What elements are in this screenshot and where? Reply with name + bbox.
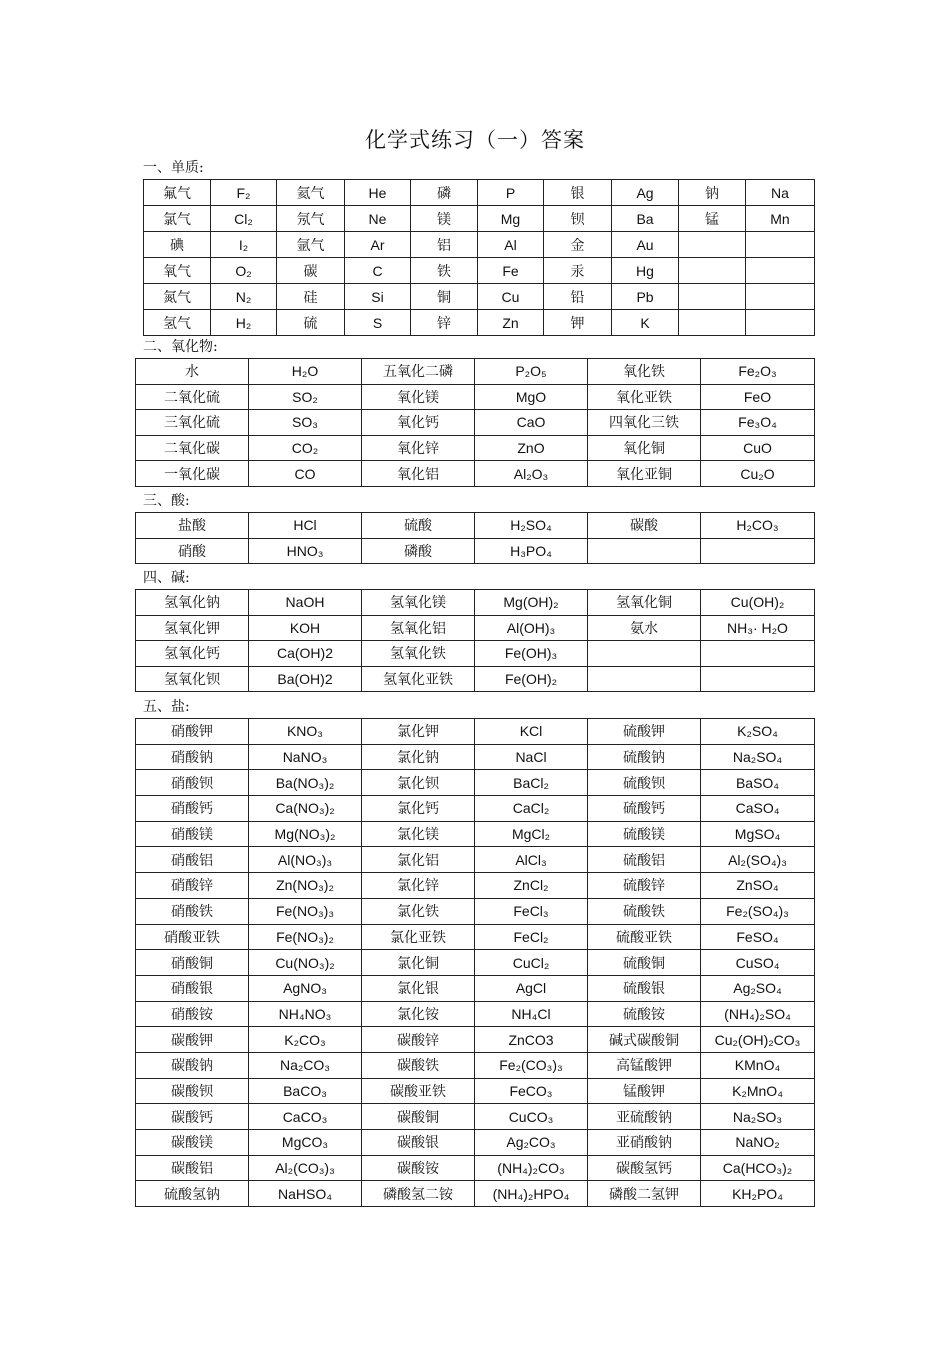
substance-name-cell: 氯化镁 bbox=[362, 821, 475, 847]
substance-name-cell: 硫酸铝 bbox=[588, 847, 701, 873]
substance-name-cell: 硫酸铵 bbox=[588, 1001, 701, 1027]
chemical-formula-cell: H₂SO₄ bbox=[475, 513, 588, 539]
table-row bbox=[136, 847, 815, 873]
substance-name-cell: 锰 bbox=[679, 206, 746, 232]
table-row bbox=[144, 232, 815, 258]
substance-name-cell: 碘 bbox=[144, 232, 211, 258]
substance-name-cell: 碳酸镁 bbox=[136, 1130, 249, 1156]
chemical-formula-cell: (NH₄)₂HPO₄ bbox=[475, 1181, 588, 1207]
bases-table bbox=[135, 589, 815, 692]
substance-name-cell: 氢氧化镁 bbox=[362, 590, 475, 616]
table-row bbox=[136, 873, 815, 899]
chemical-formula-cell: H₂O bbox=[249, 359, 362, 385]
chemical-formula-cell: Mg bbox=[478, 206, 544, 232]
chemical-formula-cell: K₂SO₄ bbox=[701, 719, 815, 745]
chemical-formula-cell: KMnO₄ bbox=[701, 1052, 815, 1078]
substance-name-cell: 硫酸钡 bbox=[588, 770, 701, 796]
chemical-formula-cell: BaSO₄ bbox=[701, 770, 815, 796]
section-heading-elements: 一、单质: bbox=[143, 160, 204, 176]
substance-name-cell: 氯化锌 bbox=[362, 873, 475, 899]
chemical-formula-cell: Al₂O₃ bbox=[475, 461, 588, 487]
substance-name-cell: 氧化钙 bbox=[362, 410, 475, 436]
chemical-formula-cell: ZnSO₄ bbox=[701, 873, 815, 899]
substance-name-cell: 硫酸钾 bbox=[588, 719, 701, 745]
chemical-formula-cell: KH₂PO₄ bbox=[701, 1181, 815, 1207]
chemical-formula-cell: NaNO₃ bbox=[249, 744, 362, 770]
substance-name-cell: 氯化钠 bbox=[362, 744, 475, 770]
chemical-formula-cell bbox=[746, 310, 815, 336]
substance-name-cell: 硝酸铁 bbox=[136, 898, 249, 924]
chemical-formula-cell: CaCO₃ bbox=[249, 1104, 362, 1130]
substance-name-cell: 钠 bbox=[679, 180, 746, 206]
chemical-formula-cell: Fe(NO₃)₂ bbox=[249, 924, 362, 950]
substance-name-cell: 铝 bbox=[411, 232, 478, 258]
table-row bbox=[136, 1027, 815, 1053]
chemical-formula-cell: NH₄NO₃ bbox=[249, 1001, 362, 1027]
substance-name-cell bbox=[588, 538, 701, 564]
substance-name-cell: 磷酸二氢钾 bbox=[588, 1181, 701, 1207]
substance-name-cell: 锌 bbox=[411, 310, 478, 336]
chemical-formula-cell: Si bbox=[345, 284, 411, 310]
substance-name-cell: 碳酸锌 bbox=[362, 1027, 475, 1053]
substance-name-cell: 氢氧化钠 bbox=[136, 590, 249, 616]
chemical-formula-cell: Fe(OH)₃ bbox=[475, 641, 588, 667]
substance-name-cell: 硫酸 bbox=[362, 513, 475, 539]
substance-name-cell: 硫酸氢钠 bbox=[136, 1181, 249, 1207]
substance-name-cell: 氯化铜 bbox=[362, 950, 475, 976]
chemical-formula-cell: Mn bbox=[746, 206, 815, 232]
chemical-formula-cell: CuO bbox=[701, 435, 815, 461]
page-title: 化学式练习（一）答案 bbox=[365, 128, 585, 152]
substance-name-cell: 硫酸钙 bbox=[588, 796, 701, 822]
chemical-formula-cell: Cu(OH)₂ bbox=[701, 590, 815, 616]
chemical-formula-cell: Cl₂ bbox=[211, 206, 277, 232]
chemical-formula-cell: CaO bbox=[475, 410, 588, 436]
chemical-formula-cell: SO₃ bbox=[249, 410, 362, 436]
substance-name-cell: 碳酸亚铁 bbox=[362, 1078, 475, 1104]
chemical-formula-cell: Pb bbox=[612, 284, 679, 310]
substance-name-cell: 碳酸 bbox=[588, 513, 701, 539]
substance-name-cell: 碳酸钠 bbox=[136, 1052, 249, 1078]
elements-table bbox=[143, 179, 815, 336]
chemical-formula-cell: ZnCO3 bbox=[475, 1027, 588, 1053]
chemical-formula-cell: K₂CO₃ bbox=[249, 1027, 362, 1053]
substance-name-cell: 亚硝酸钠 bbox=[588, 1130, 701, 1156]
chemical-formula-cell: KOH bbox=[249, 615, 362, 641]
chemical-formula-cell: Ca(OH)2 bbox=[249, 641, 362, 667]
chemical-formula-cell: N₂ bbox=[211, 284, 277, 310]
substance-name-cell: 铜 bbox=[411, 284, 478, 310]
substance-name-cell: 锰酸钾 bbox=[588, 1078, 701, 1104]
oxides-table bbox=[135, 358, 815, 487]
substance-name-cell: 钡 bbox=[544, 206, 612, 232]
substance-name-cell: 氧化铝 bbox=[362, 461, 475, 487]
substance-name-cell: 碳酸银 bbox=[362, 1130, 475, 1156]
substance-name-cell: 银 bbox=[544, 180, 612, 206]
substance-name-cell: 硝酸亚铁 bbox=[136, 924, 249, 950]
table-row bbox=[136, 461, 815, 487]
table-row bbox=[136, 615, 815, 641]
chemical-formula-cell: CuSO₄ bbox=[701, 950, 815, 976]
table-row bbox=[136, 359, 815, 385]
substance-name-cell: 磷酸氢二铵 bbox=[362, 1181, 475, 1207]
substance-name-cell: 盐酸 bbox=[136, 513, 249, 539]
chemical-formula-cell: Fe(NO₃)₃ bbox=[249, 898, 362, 924]
chemical-formula-cell: HCl bbox=[249, 513, 362, 539]
substance-name-cell: 氢氧化铁 bbox=[362, 641, 475, 667]
table-row bbox=[136, 590, 815, 616]
chemical-formula-cell: SO₂ bbox=[249, 384, 362, 410]
substance-name-cell: 硫酸铁 bbox=[588, 898, 701, 924]
chemical-formula-cell: Ag₂CO₃ bbox=[475, 1130, 588, 1156]
substance-name-cell: 水 bbox=[136, 359, 249, 385]
table-row bbox=[136, 1052, 815, 1078]
substance-name-cell: 氯化亚铁 bbox=[362, 924, 475, 950]
substance-name-cell: 氟气 bbox=[144, 180, 211, 206]
substance-name-cell: 硝酸钡 bbox=[136, 770, 249, 796]
chemical-formula-cell: Al bbox=[478, 232, 544, 258]
table-row bbox=[136, 1001, 815, 1027]
table-row bbox=[144, 258, 815, 284]
chemical-formula-cell: FeO bbox=[701, 384, 815, 410]
chemical-formula-cell: He bbox=[345, 180, 411, 206]
chemical-formula-cell: ZnO bbox=[475, 435, 588, 461]
table-row bbox=[136, 410, 815, 436]
chemical-formula-cell: NaHSO₄ bbox=[249, 1181, 362, 1207]
substance-name-cell: 氯气 bbox=[144, 206, 211, 232]
table-row bbox=[136, 796, 815, 822]
chemical-formula-cell: CuCO₃ bbox=[475, 1104, 588, 1130]
chemical-formula-cell: P bbox=[478, 180, 544, 206]
substance-name-cell: 氧化亚铜 bbox=[588, 461, 701, 487]
substance-name-cell: 碳酸氢钙 bbox=[588, 1155, 701, 1181]
chemical-formula-cell: CO₂ bbox=[249, 435, 362, 461]
chemical-formula-cell: CaSO₄ bbox=[701, 796, 815, 822]
chemical-formula-cell: CO bbox=[249, 461, 362, 487]
chemical-formula-cell bbox=[701, 666, 815, 692]
substance-name-cell: 硝酸锌 bbox=[136, 873, 249, 899]
chemical-formula-cell: Na bbox=[746, 180, 815, 206]
substance-name-cell: 氢氧化亚铁 bbox=[362, 666, 475, 692]
chemical-formula-cell: I₂ bbox=[211, 232, 277, 258]
substance-name-cell: 氯化银 bbox=[362, 975, 475, 1001]
chemical-formula-cell: BaCl₂ bbox=[475, 770, 588, 796]
substance-name-cell: 碳酸铵 bbox=[362, 1155, 475, 1181]
chemical-formula-cell: Al(NO₃)₃ bbox=[249, 847, 362, 873]
chemical-formula-cell bbox=[746, 232, 815, 258]
chemical-formula-cell: FeCl₃ bbox=[475, 898, 588, 924]
substance-name-cell: 氨水 bbox=[588, 615, 701, 641]
substance-name-cell: 铁 bbox=[411, 258, 478, 284]
substance-name-cell bbox=[588, 641, 701, 667]
substance-name-cell: 氢氧化钡 bbox=[136, 666, 249, 692]
substance-name-cell: 碳酸铝 bbox=[136, 1155, 249, 1181]
substance-name-cell: 高锰酸钾 bbox=[588, 1052, 701, 1078]
substance-name-cell: 硝酸银 bbox=[136, 975, 249, 1001]
substance-name-cell: 碳酸钙 bbox=[136, 1104, 249, 1130]
chemical-formula-cell: MgCl₂ bbox=[475, 821, 588, 847]
substance-name-cell: 氯化钾 bbox=[362, 719, 475, 745]
substance-name-cell: 磷酸 bbox=[362, 538, 475, 564]
chemical-formula-cell: H₂CO₃ bbox=[701, 513, 815, 539]
substance-name-cell: 碳酸铁 bbox=[362, 1052, 475, 1078]
substance-name-cell: 氧化铁 bbox=[588, 359, 701, 385]
substance-name-cell: 硝酸铜 bbox=[136, 950, 249, 976]
table-row bbox=[136, 641, 815, 667]
section-heading-salts: 五、盐: bbox=[143, 699, 190, 715]
chemical-formula-cell: O₂ bbox=[211, 258, 277, 284]
substance-name-cell: 氢氧化铜 bbox=[588, 590, 701, 616]
chemical-formula-cell: Na₂SO₄ bbox=[701, 744, 815, 770]
chemical-formula-cell: HNO₃ bbox=[249, 538, 362, 564]
substance-name-cell: 硝酸钾 bbox=[136, 719, 249, 745]
chemical-formula-cell: NaOH bbox=[249, 590, 362, 616]
substance-name-cell: 五氧化二磷 bbox=[362, 359, 475, 385]
substance-name-cell: 碳 bbox=[277, 258, 345, 284]
substance-name-cell: 氮气 bbox=[144, 284, 211, 310]
substance-name-cell: 碳酸铜 bbox=[362, 1104, 475, 1130]
chemical-formula-cell bbox=[746, 284, 815, 310]
substance-name-cell: 氯化铁 bbox=[362, 898, 475, 924]
chemical-formula-cell: (NH₄)₂CO₃ bbox=[475, 1155, 588, 1181]
table-row bbox=[136, 744, 815, 770]
substance-name-cell: 硝酸镁 bbox=[136, 821, 249, 847]
chemical-formula-cell: MgO bbox=[475, 384, 588, 410]
substance-name-cell: 氧化亚铁 bbox=[588, 384, 701, 410]
substance-name-cell bbox=[679, 310, 746, 336]
substance-name-cell: 氢氧化钾 bbox=[136, 615, 249, 641]
section-heading-acids: 三、酸: bbox=[143, 493, 190, 509]
chemical-formula-cell: ZnCl₂ bbox=[475, 873, 588, 899]
substance-name-cell bbox=[679, 232, 746, 258]
substance-name-cell: 氧化镁 bbox=[362, 384, 475, 410]
acids-table bbox=[135, 512, 815, 564]
substance-name-cell bbox=[679, 258, 746, 284]
chemical-formula-cell: K bbox=[612, 310, 679, 336]
chemical-formula-cell: Zn bbox=[478, 310, 544, 336]
chemical-formula-cell: Fe₂(CO₃)₃ bbox=[475, 1052, 588, 1078]
substance-name-cell: 硫酸钠 bbox=[588, 744, 701, 770]
chemical-formula-cell: Au bbox=[612, 232, 679, 258]
chemical-formula-cell: Ag₂SO₄ bbox=[701, 975, 815, 1001]
substance-name-cell: 硝酸钠 bbox=[136, 744, 249, 770]
chemical-formula-cell: CuCl₂ bbox=[475, 950, 588, 976]
chemical-formula-cell bbox=[701, 641, 815, 667]
substance-name-cell: 四氧化三铁 bbox=[588, 410, 701, 436]
chemical-formula-cell: Na₂CO₃ bbox=[249, 1052, 362, 1078]
substance-name-cell: 镁 bbox=[411, 206, 478, 232]
chemical-formula-cell: Fe₂O₃ bbox=[701, 359, 815, 385]
chemical-formula-cell: Na₂SO₃ bbox=[701, 1104, 815, 1130]
chemical-formula-cell: Fe₃O₄ bbox=[701, 410, 815, 436]
substance-name-cell: 硫酸亚铁 bbox=[588, 924, 701, 950]
table-row bbox=[136, 435, 815, 461]
chemical-formula-cell: H₃PO₄ bbox=[475, 538, 588, 564]
chemical-formula-cell: K₂MnO₄ bbox=[701, 1078, 815, 1104]
chemical-formula-cell: Ba(NO₃)₂ bbox=[249, 770, 362, 796]
table-row bbox=[136, 719, 815, 745]
chemical-formula-cell: C bbox=[345, 258, 411, 284]
table-row bbox=[136, 538, 815, 564]
chemical-formula-cell: Mg(NO₃)₂ bbox=[249, 821, 362, 847]
chemical-formula-cell: Ne bbox=[345, 206, 411, 232]
chemical-formula-cell: Hg bbox=[612, 258, 679, 284]
substance-name-cell: 氧化锌 bbox=[362, 435, 475, 461]
chemical-formula-cell: AgNO₃ bbox=[249, 975, 362, 1001]
chemical-formula-cell: NH₄Cl bbox=[475, 1001, 588, 1027]
substance-name-cell: 碳酸钡 bbox=[136, 1078, 249, 1104]
substance-name-cell: 二氧化硫 bbox=[136, 384, 249, 410]
chemical-formula-cell: Cu₂O bbox=[701, 461, 815, 487]
substance-name-cell: 碳酸钾 bbox=[136, 1027, 249, 1053]
table-row bbox=[144, 284, 815, 310]
chemical-formula-cell: AgCl bbox=[475, 975, 588, 1001]
table-row bbox=[136, 666, 815, 692]
chemical-formula-cell: Al₂(CO₃)₃ bbox=[249, 1155, 362, 1181]
chemical-formula-cell: Ag bbox=[612, 180, 679, 206]
chemical-formula-cell bbox=[701, 538, 815, 564]
substance-name-cell: 氩气 bbox=[277, 232, 345, 258]
chemical-formula-cell: Fe bbox=[478, 258, 544, 284]
chemical-formula-cell: Al(OH)₃ bbox=[475, 615, 588, 641]
substance-name-cell: 硫 bbox=[277, 310, 345, 336]
table-row bbox=[136, 1155, 815, 1181]
chemical-formula-cell: MgCO₃ bbox=[249, 1130, 362, 1156]
substance-name-cell: 氧化铜 bbox=[588, 435, 701, 461]
table-row bbox=[136, 770, 815, 796]
chemical-formula-cell: NaNO₂ bbox=[701, 1130, 815, 1156]
substance-name-cell: 硫酸镁 bbox=[588, 821, 701, 847]
substance-name-cell: 亚硫酸钠 bbox=[588, 1104, 701, 1130]
chemical-formula-cell bbox=[746, 258, 815, 284]
substance-name-cell: 二氧化碳 bbox=[136, 435, 249, 461]
substance-name-cell: 氯化铵 bbox=[362, 1001, 475, 1027]
substance-name-cell: 氢氧化铝 bbox=[362, 615, 475, 641]
substance-name-cell: 金 bbox=[544, 232, 612, 258]
substance-name-cell bbox=[679, 284, 746, 310]
table-row bbox=[144, 206, 815, 232]
substance-name-cell: 氯化钙 bbox=[362, 796, 475, 822]
table-row bbox=[136, 513, 815, 539]
substance-name-cell: 硅 bbox=[277, 284, 345, 310]
substance-name-cell: 汞 bbox=[544, 258, 612, 284]
substance-name-cell: 一氧化碳 bbox=[136, 461, 249, 487]
substance-name-cell: 氯化钡 bbox=[362, 770, 475, 796]
chemical-formula-cell: Ba bbox=[612, 206, 679, 232]
substance-name-cell: 硫酸锌 bbox=[588, 873, 701, 899]
section-heading-oxides: 二、氧化物: bbox=[143, 339, 218, 355]
substance-name-cell: 碱式碳酸铜 bbox=[588, 1027, 701, 1053]
table-row bbox=[136, 1078, 815, 1104]
chemical-formula-cell: S bbox=[345, 310, 411, 336]
chemical-formula-cell: H₂ bbox=[211, 310, 277, 336]
table-row bbox=[144, 180, 815, 206]
chemical-formula-cell: Mg(OH)₂ bbox=[475, 590, 588, 616]
chemical-formula-cell: P₂O₅ bbox=[475, 359, 588, 385]
substance-name-cell: 磷 bbox=[411, 180, 478, 206]
chemical-formula-cell: Fe₂(SO₄)₃ bbox=[701, 898, 815, 924]
substance-name-cell: 硫酸铜 bbox=[588, 950, 701, 976]
substance-name-cell: 氯化铝 bbox=[362, 847, 475, 873]
chemical-formula-cell: KCl bbox=[475, 719, 588, 745]
table-row bbox=[136, 898, 815, 924]
chemical-formula-cell: Cu(NO₃)₂ bbox=[249, 950, 362, 976]
chemical-formula-cell: CaCl₂ bbox=[475, 796, 588, 822]
substance-name-cell: 氖气 bbox=[277, 206, 345, 232]
table-row bbox=[136, 950, 815, 976]
table-row bbox=[136, 1104, 815, 1130]
substance-name-cell: 硝酸 bbox=[136, 538, 249, 564]
chemical-formula-cell: Ba(OH)2 bbox=[249, 666, 362, 692]
substance-name-cell: 硝酸铵 bbox=[136, 1001, 249, 1027]
chemical-formula-cell: NaCl bbox=[475, 744, 588, 770]
table-row bbox=[144, 310, 815, 336]
chemical-formula-cell: (NH₄)₂SO₄ bbox=[701, 1001, 815, 1027]
substance-name-cell: 硝酸钙 bbox=[136, 796, 249, 822]
table-row bbox=[136, 1181, 815, 1207]
table-row bbox=[136, 975, 815, 1001]
chemical-formula-cell: Ar bbox=[345, 232, 411, 258]
chemical-formula-cell: Ca(HCO₃)₂ bbox=[701, 1155, 815, 1181]
chemical-formula-cell: BaCO₃ bbox=[249, 1078, 362, 1104]
substance-name-cell: 氦气 bbox=[277, 180, 345, 206]
chemical-formula-cell: KNO₃ bbox=[249, 719, 362, 745]
substance-name-cell: 氢气 bbox=[144, 310, 211, 336]
salts-table bbox=[135, 718, 815, 1207]
substance-name-cell: 铅 bbox=[544, 284, 612, 310]
substance-name-cell: 钾 bbox=[544, 310, 612, 336]
substance-name-cell: 硝酸铝 bbox=[136, 847, 249, 873]
chemical-formula-cell: Cu₂(OH)₂CO₃ bbox=[701, 1027, 815, 1053]
chemical-formula-cell: FeSO₄ bbox=[701, 924, 815, 950]
table-row bbox=[136, 821, 815, 847]
chemical-formula-cell: Cu bbox=[478, 284, 544, 310]
substance-name-cell: 硫酸银 bbox=[588, 975, 701, 1001]
chemical-formula-cell: Zn(NO₃)₂ bbox=[249, 873, 362, 899]
substance-name-cell: 氢氧化钙 bbox=[136, 641, 249, 667]
table-row bbox=[136, 384, 815, 410]
chemical-formula-cell: AlCl₃ bbox=[475, 847, 588, 873]
section-heading-bases: 四、碱: bbox=[143, 570, 190, 586]
chemical-formula-cell: Al₂(SO₄)₃ bbox=[701, 847, 815, 873]
chemical-formula-cell: FeCl₂ bbox=[475, 924, 588, 950]
table-row bbox=[136, 924, 815, 950]
chemical-formula-cell: FeCO₃ bbox=[475, 1078, 588, 1104]
table-row bbox=[136, 1130, 815, 1156]
chemical-formula-cell: F₂ bbox=[211, 180, 277, 206]
chemical-formula-cell: Fe(OH)₂ bbox=[475, 666, 588, 692]
substance-name-cell bbox=[588, 666, 701, 692]
chemical-formula-cell: Ca(NO₃)₂ bbox=[249, 796, 362, 822]
substance-name-cell: 氧气 bbox=[144, 258, 211, 284]
chemical-formula-cell: MgSO₄ bbox=[701, 821, 815, 847]
substance-name-cell: 三氧化硫 bbox=[136, 410, 249, 436]
chemical-formula-cell: NH₃· H₂O bbox=[701, 615, 815, 641]
